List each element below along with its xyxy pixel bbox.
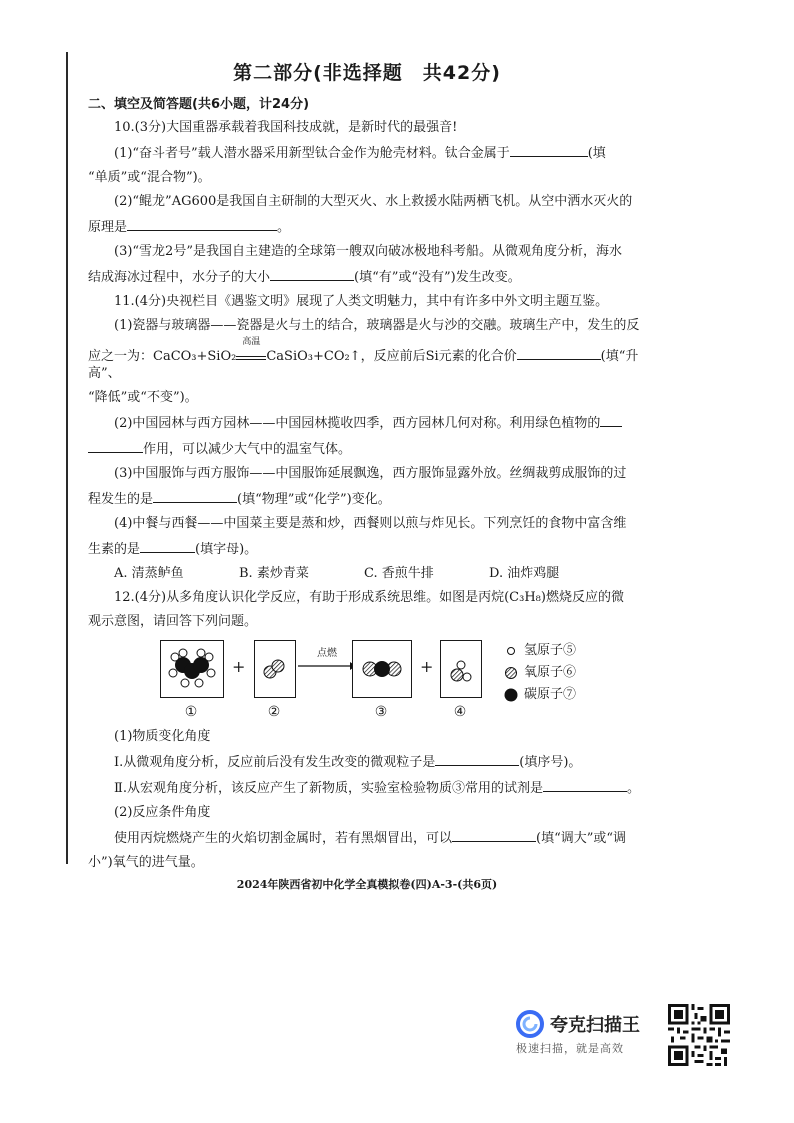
q11-part4: (4)中餐与西餐——中国菜主要是蒸和炒，西餐则以煎与炸见长。下列烹饪的食物中富含维	[114, 516, 627, 531]
answer-blank[interactable]	[270, 267, 354, 281]
option-b: B. 素炒青菜	[239, 566, 309, 581]
answer-blank[interactable]	[543, 778, 627, 792]
q12-sub1: (1)物质变化角度	[114, 729, 211, 744]
carbon-dioxide-molecule-box	[352, 640, 412, 698]
carbon-atom-icon	[504, 688, 518, 702]
q11-part4-cont: 生素的是 (填字母)。	[88, 539, 668, 558]
reaction-condition: 高温	[236, 348, 266, 360]
box-label-1: ①	[184, 704, 198, 720]
q12-sub1-i: Ⅰ.从微观角度分析，反应前后没有发生改变的微观粒子是 (填序号)。	[88, 752, 668, 771]
q12-sub2-cont: 小”)氧气的进气量。	[88, 855, 204, 870]
q12-stem-cont: 观示意图，请回答下列问题。	[88, 614, 258, 629]
q11-part1: (1)瓷器与玻璃器——瓷器是火与土的结合，玻璃器是火与沙的交融。玻璃生产中，发生的反	[114, 318, 640, 333]
answer-blank[interactable]	[435, 752, 519, 766]
water-molecule	[441, 641, 481, 697]
oxygen-atom-icon	[504, 666, 518, 680]
q10-part3-cont: 结成海冰过程中，水分子的大小 (填“有”或“没有”)发生改变。	[88, 267, 668, 286]
box-label-3: ③	[374, 704, 388, 720]
q12-sub2: (2)反应条件角度	[114, 805, 211, 820]
page-footer: 2024年陕西省初中化学全真模拟卷(四)A-3-(共6页)	[236, 878, 498, 891]
oxygen-molecule	[255, 641, 295, 697]
box-label-4: ④	[453, 704, 467, 720]
option-c: C. 香煎牛排	[364, 566, 434, 581]
q10-part1: (1)“奋斗者号”载人潜水器采用新型钛合金作为舱壳材料。钛合金属于 (填	[88, 143, 668, 162]
scanner-slogan: 极速扫描，就是高效	[516, 1042, 624, 1055]
atom-legend	[504, 640, 576, 706]
answer-blank[interactable]	[140, 539, 195, 553]
answer-blank[interactable]	[600, 413, 622, 427]
q12-stem: 12.(4分)从多角度认识化学反应，有助于形成系统思维。如图是丙烷(C₃H₈)燃烧反应的微	[114, 590, 624, 605]
q10-part1-cont: “单质”或“混合物”)。	[88, 170, 211, 185]
q10-part3: (3)“雪龙2号”是我国自主建造的全球第一艘双向破冰极地科考船。从微观角度分析，海水	[114, 244, 622, 259]
q10-part2-cont: 原理是 。	[88, 217, 668, 236]
plus-sign: +	[420, 657, 434, 676]
answer-blank[interactable]	[127, 217, 277, 231]
qr-code-icon	[668, 1004, 730, 1066]
q11-part3: (3)中国服饰与西方服饰——中国服饰延展飘逸，西方服饰显露外放。丝绸裁剪成服饰的过	[114, 466, 627, 481]
arrow-icon	[298, 661, 356, 671]
q11-part1-equation: 应之一为：CaCO₃+SiO₂ 高温 CaSiO₃+CO₂↑，反应前后Si元素的化合价 (填“升高”、	[88, 337, 639, 381]
answer-blank[interactable]	[88, 439, 143, 453]
q11-part2: (2)中国园林与西方园林——中国园林揽收四季，西方园林几何对称。利用绿色植物的	[88, 413, 668, 432]
answer-blank[interactable]	[517, 346, 601, 360]
scanner-logo-icon	[516, 1010, 544, 1038]
option-a: A. 清蒸鲈鱼	[114, 566, 184, 581]
box-label-2: ②	[267, 704, 281, 720]
answer-blank[interactable]	[153, 489, 237, 503]
question-content	[88, 96, 668, 871]
legend-hydrogen: 氢原子⑤	[504, 640, 576, 662]
q12-sub2-text: 使用丙烷燃烧产生的火焰切割金属时，若有黑烟冒出，可以 (填“调大”或“调	[88, 828, 668, 847]
answer-blank[interactable]	[452, 828, 536, 842]
q11-part3-cont: 程发生的是 (填“物理”或“化学”)变化。	[88, 489, 668, 508]
propane-molecule-box	[160, 640, 224, 698]
plus-sign: +	[232, 657, 246, 676]
margin-line	[66, 52, 68, 864]
option-d: D. 油炸鸡腿	[489, 566, 560, 581]
reaction-arrow	[298, 648, 356, 676]
q11-part1-cont: “降低”或“不变”)。	[88, 390, 198, 405]
page-title: 第二部分(非选择题 共42分)	[233, 62, 501, 84]
hydrogen-atom-icon	[504, 644, 518, 658]
legend-carbon: 碳原子⑦	[504, 684, 576, 706]
q12-sub1-ii: Ⅱ.从宏观角度分析，该反应产生了新物质，实验室检验物质③常用的试剂是 。	[88, 778, 668, 797]
ignite-label: 点燃	[317, 648, 337, 659]
scanner-brand-name: 夸克扫描王	[550, 1015, 640, 1036]
legend-oxygen: 氧原子⑥	[504, 662, 576, 684]
water-molecule-box	[440, 640, 482, 698]
propane-molecule	[161, 641, 223, 697]
oxygen-molecule-box	[254, 640, 296, 698]
reaction-diagram	[88, 640, 668, 724]
answer-blank[interactable]	[510, 143, 588, 157]
q10-stem: 10.(3分)大国重器承载着我国科技成就，是新时代的最强音!	[114, 120, 458, 135]
carbon-dioxide-molecule	[353, 641, 411, 697]
q11-options	[88, 565, 668, 582]
scanner-watermark	[516, 1010, 662, 1056]
q11-stem: 11.(4分)央视栏目《遇鉴文明》展现了人类文明魅力，其中有许多中外文明主题互鉴。	[114, 294, 609, 309]
section-heading: 二、填空及简答题(共6小题，计24分)	[88, 97, 310, 112]
q10-part2: (2)“鲲龙”AG600是我国自主研制的大型灭火、水上救援水陆两栖飞机。从空中洒水灭火的	[114, 194, 633, 209]
q11-part2-cont: 作用，可以减少大气中的温室气体。	[88, 439, 668, 458]
